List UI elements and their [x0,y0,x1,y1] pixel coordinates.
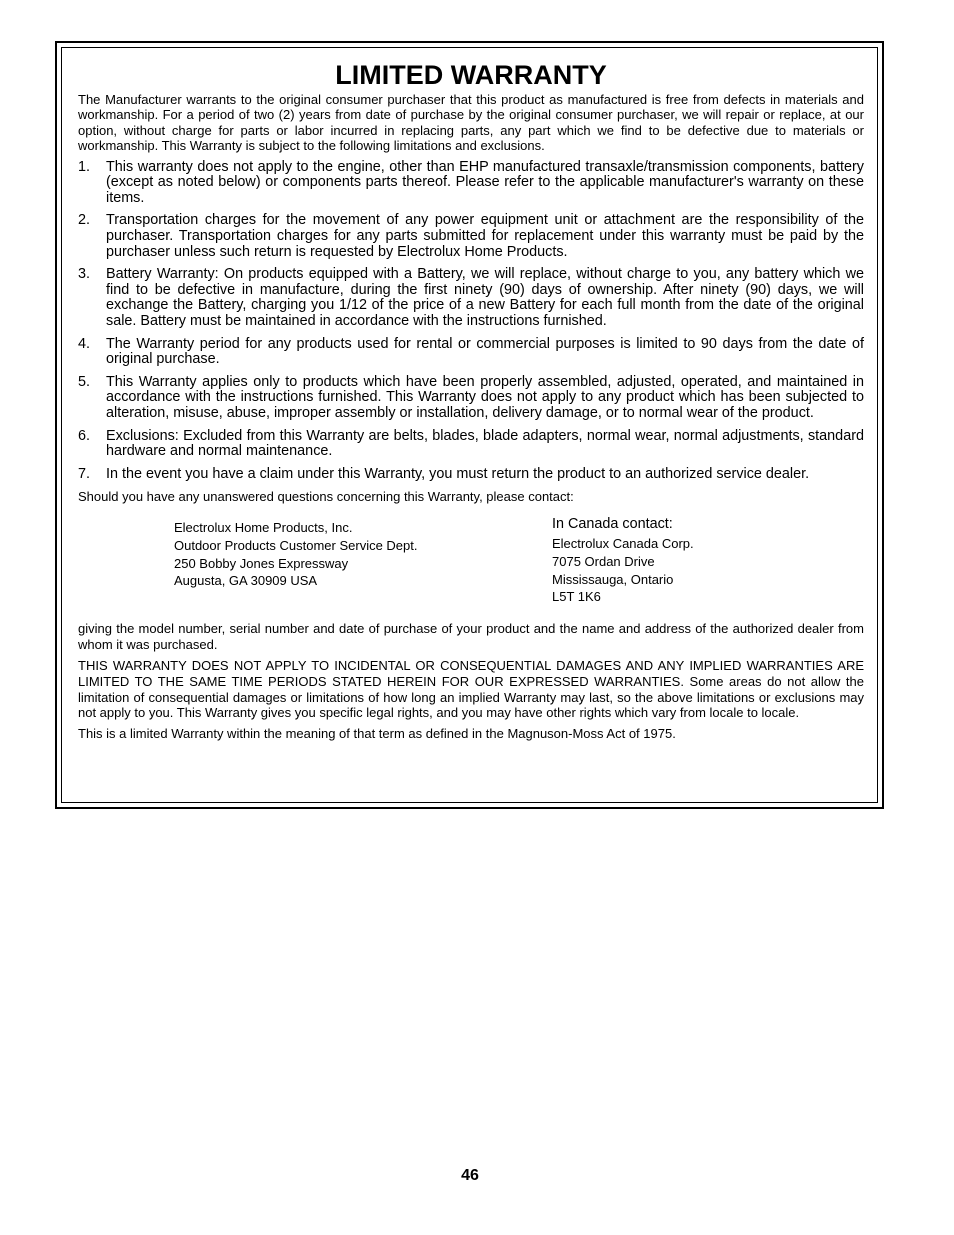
page-title: LIMITED WARRANTY [335,60,607,90]
list-item [78,467,864,483]
canada-address [552,515,694,605]
address-line: Outdoor Products Customer Service Dept. [174,537,418,553]
address-line: Augusta, GA 30909 USA [174,573,318,589]
contact-addresses [78,513,864,613]
warranty-content [78,58,864,747]
item-text: This warranty does not apply to the engine, other than EHP manufactured transaxle/transmission components, battery (except as noted below) or components parts thereof. Please refer to the applicable manufacturer's warranty on these items. [106,158,864,206]
list-item [78,267,864,329]
list-item [78,337,864,368]
item-text: Exclusions: Excluded from this Warranty are belts, blades, blade adapters, normal wear, normal adjustments, standard hardware and normal maintenance. [106,427,864,460]
address-line: Mississauga, Ontario [552,571,674,587]
limitations-list [78,160,864,483]
intro-paragraph: The Manufacturer warrants to the original consumer purchaser that this product as manufactured is free from defects in materials and workmanship. For a period of two (2) years from date of purchase by the original consumer purchaser, we will repair or replace, at our option, without charge for parts or labor incurred in replacing parts, any part which we find to be defective due to materials or workmanship. This Warranty is subject to the following limitations and exclusions. [78,92,864,154]
item-number: 1. [78,158,91,175]
item-text: This Warranty applies only to products which have been properly assembled, adjusted, operated, and maintained in accordance with the instructions furnished. This Warranty does not apply to any product which has been subjected to alteration, misuse, abuse, improper assembly or installation, delivery damage, or to normal wear of the product. [106,373,864,421]
disclaimer-paragraph: THIS WARRANTY DOES NOT APPLY TO INCIDENTAL OR CONSEQUENTIAL DAMAGES AND ANY IMPLIED WARRANTIES ARE LIMITED TO THE SAME TIME PERIODS STATED HEREIN FOR OUR EXPRESSED WARRANTIES. Some areas do not allow the limitation of consequential damages or limitations of how long an implied Warranty may last, so the above limitations or exclusions may not apply to you. This Warranty gives you specific legal rights, and you may have other rights which vary from locale to locale. [78,657,864,721]
giving-paragraph: giving the model number, serial number and date of purchase of your product and the name and address of the authorized dealer from whom it was purchased. [78,621,864,653]
contact-intro: Should you have any unanswered questions concerning this Warranty, please contact: [78,489,574,505]
item-number: 5. [78,373,91,390]
item-text: In the event you have a claim under this Warranty, you must return the product to an authorized service dealer. [106,465,810,482]
address-line: 250 Bobby Jones Expressway [174,555,349,571]
item-text: The Warranty period for any products used for rental or commercial purposes is limited to 90 days from the date of original purchase. [106,335,864,368]
item-number: 6. [78,427,91,444]
list-item [78,429,864,460]
canada-heading: In Canada contact: [552,516,673,533]
list-item [78,213,864,260]
us-address [174,519,418,589]
page-number: 46 [461,1167,479,1184]
item-number: 2. [78,212,91,229]
item-text: Transportation charges for the movement of any power equipment unit or attachment are the responsibility of the purchaser. Transportation charges for any parts submitted for replacement under this warranty must be paid by the purchaser unless such return is requested by Electrolux Home Products. [106,212,864,260]
item-number: 3. [78,266,91,283]
list-item [78,375,864,422]
address-line: Electrolux Canada Corp. [552,536,694,552]
address-line: 7075 Ordan Drive [552,553,655,569]
magnuson-paragraph: This is a limited Warranty within the meaning of that term as defined in the Magnuson-Moss Act of 1975. [78,726,676,742]
item-number: 4. [78,335,91,352]
address-line: Electrolux Home Products, Inc. [174,520,353,536]
item-text: Battery Warranty: On products equipped with a Battery, we will replace, without charge to you, any battery which we find to be defective in manufacture, during the first ninety (90) days of ownership. After ninety (90) days, we will exchange the Battery, charging you 1/12 of the price of a new Battery for each full month from the date of the original sale. Battery must be maintained in accordance with the instructions furnished. [106,266,864,329]
list-item [78,160,864,207]
address-line: L5T 1K6 [552,589,601,605]
item-number: 7. [78,465,91,482]
